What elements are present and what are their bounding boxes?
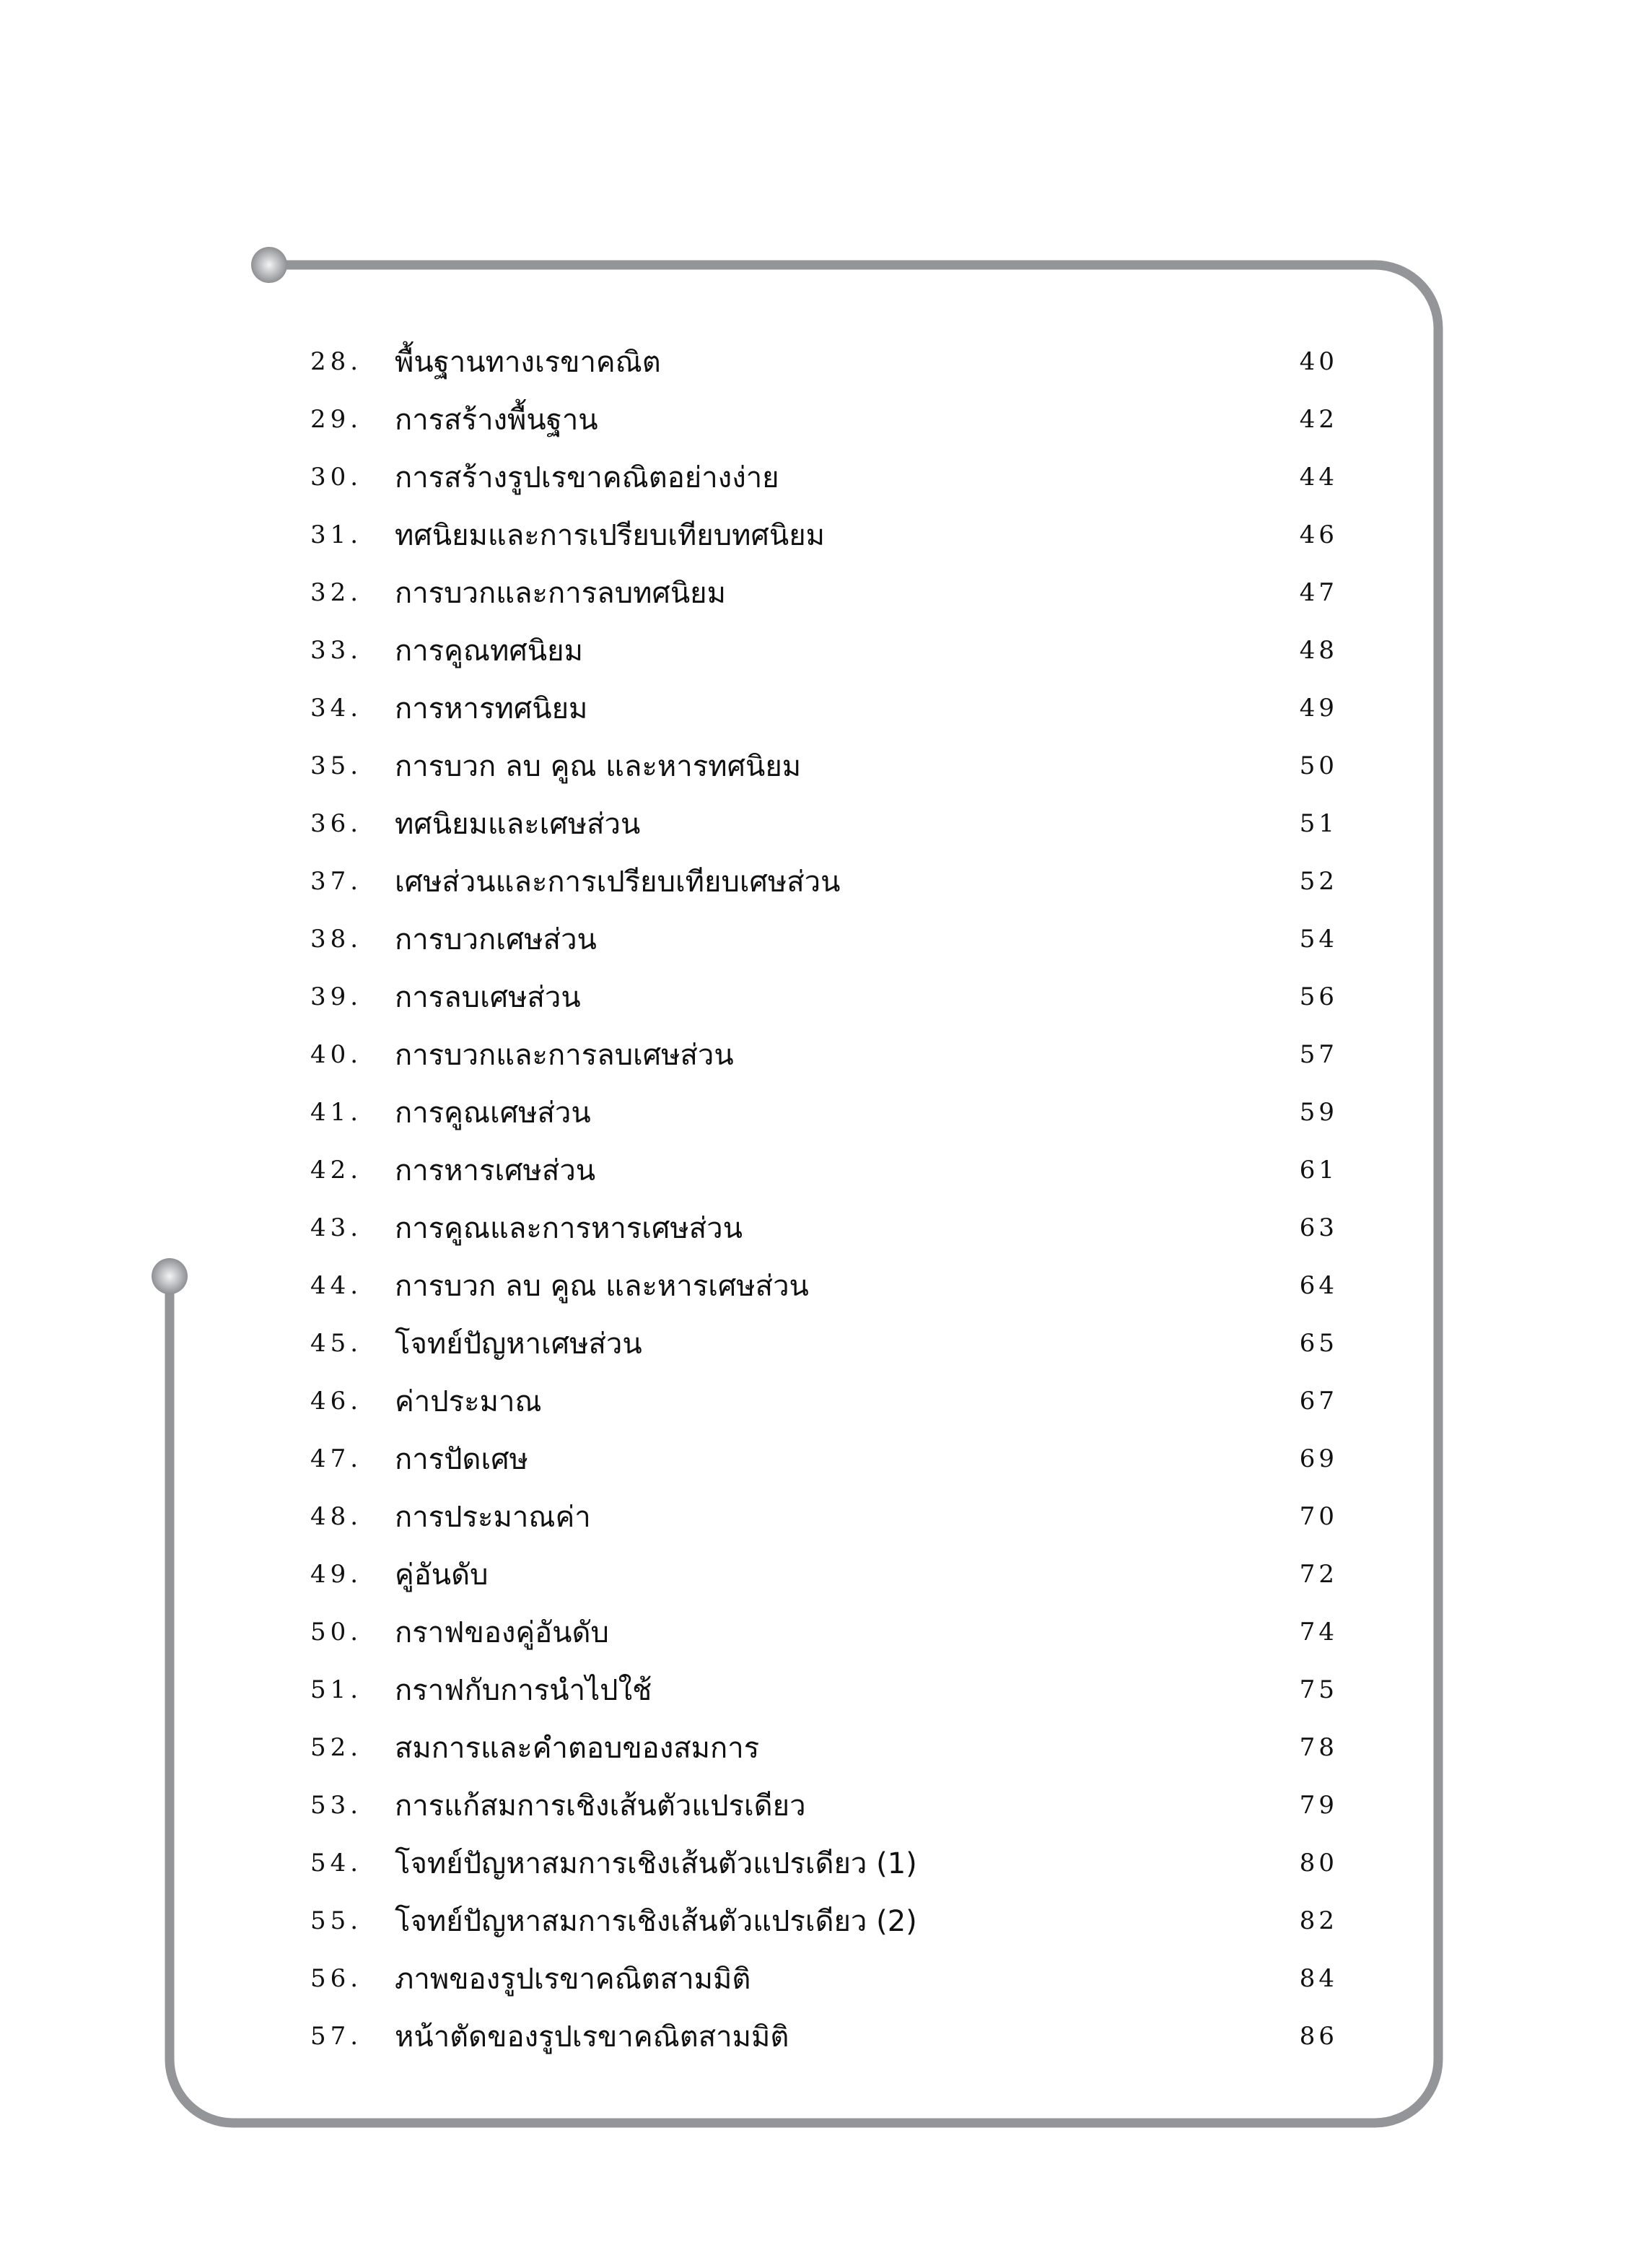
- toc-entry: [310, 326, 1338, 384]
- toc-entry: [310, 1423, 1338, 1481]
- toc-entry: [310, 1712, 1338, 1770]
- toc-entry-page: 51: [1299, 809, 1338, 838]
- toc-entry-number: 31.: [310, 520, 363, 549]
- toc-entry: [310, 500, 1338, 557]
- toc-entry-page: 49: [1299, 694, 1338, 723]
- toc-entry-page: 50: [1299, 751, 1338, 780]
- toc-entry-title: การคูณและการหารเศษส่วน: [395, 1212, 743, 1245]
- toc-entry: [310, 1019, 1338, 1077]
- toc-entry: [310, 961, 1338, 1019]
- toc-entry-page: 65: [1299, 1329, 1338, 1358]
- toc-entry: [310, 1770, 1338, 1828]
- toc-entry-title: ทศนิยมและการเปรียบเทียบทศนิยม: [395, 519, 825, 552]
- toc-entry-page: 80: [1299, 1849, 1338, 1877]
- top-ball-ornament: [251, 247, 287, 283]
- toc-entry-page: 48: [1299, 636, 1338, 665]
- toc-entry-number: 37.: [310, 867, 363, 896]
- toc-entry: [310, 1308, 1338, 1366]
- toc-entry-title: สมการและคำตอบของสมการ: [395, 1732, 760, 1765]
- toc-entry-page: 40: [1299, 347, 1338, 376]
- toc-entry-title: กราฟกับการนำไปใช้: [395, 1674, 652, 1707]
- toc-entry-number: 40.: [310, 1040, 363, 1069]
- toc-entry: [310, 2001, 1338, 2059]
- toc-entry-page: 54: [1299, 925, 1338, 954]
- toc-entry-number: 38.: [310, 925, 363, 954]
- toc-entry-page: 78: [1299, 1733, 1338, 1762]
- toc-entry-page: 67: [1299, 1387, 1338, 1416]
- toc-entry: [310, 1654, 1338, 1712]
- toc-entry: [310, 788, 1338, 846]
- toc-entry-page: 63: [1299, 1213, 1338, 1242]
- toc-entry-title: คู่อันดับ: [395, 1558, 489, 1592]
- toc-entry-title: การบวก ลบ คูณ และหารทศนิยม: [395, 750, 802, 783]
- toc-entry-page: 52: [1299, 867, 1338, 896]
- toc-entry-number: 33.: [310, 636, 363, 665]
- toc-entry-title: การหารทศนิยม: [395, 692, 588, 725]
- toc-entry-number: 53.: [310, 1791, 363, 1820]
- toc-entry-number: 35.: [310, 751, 363, 780]
- toc-entry: [310, 1828, 1338, 1885]
- toc-entry-page: 47: [1299, 578, 1338, 607]
- toc-entry-title: โจทย์ปัญหาสมการเชิงเส้นตัวแปรเดียว (2): [395, 1905, 917, 1938]
- toc-entry-number: 28.: [310, 347, 363, 376]
- toc-entry-page: 61: [1299, 1156, 1338, 1185]
- toc-entry-title: การบวกเศษส่วน: [395, 923, 597, 956]
- toc-entry: [310, 1885, 1338, 1943]
- toc-entry-title: การแก้สมการเชิงเส้นตัวแปรเดียว: [395, 1789, 806, 1823]
- toc-entry-number: 42.: [310, 1156, 363, 1185]
- toc-entry-page: 82: [1299, 1906, 1338, 1935]
- toc-entry-number: 30.: [310, 463, 363, 492]
- toc-entry: [310, 615, 1338, 673]
- toc-entry-title: การคูณเศษส่วน: [395, 1096, 591, 1130]
- toc-entry-number: 51.: [310, 1675, 363, 1704]
- toc-entry-number: 36.: [310, 809, 363, 838]
- toc-entry: [310, 1539, 1338, 1597]
- toc-entry-number: 34.: [310, 694, 363, 723]
- toc-entry-page: 84: [1299, 1964, 1338, 1993]
- toc-entry: [310, 1077, 1338, 1135]
- toc-entry-title: กราฟของคู่อันดับ: [395, 1616, 609, 1649]
- toc-entry: [310, 904, 1338, 961]
- toc-entry-title: การสร้างพื้นฐาน: [395, 404, 598, 437]
- toc-entry-number: 55.: [310, 1906, 363, 1935]
- toc-entry: [310, 846, 1338, 904]
- toc-entry-page: 86: [1299, 2022, 1338, 2051]
- toc-entry-title: ค่าประมาณ: [395, 1385, 542, 1418]
- toc-entry-number: 39.: [310, 982, 363, 1011]
- toc-entry-number: 46.: [310, 1387, 363, 1416]
- toc-entry-page: 42: [1299, 405, 1338, 434]
- toc-entry-number: 29.: [310, 405, 363, 434]
- toc-entry: [310, 557, 1338, 615]
- toc-entry: [310, 1192, 1338, 1250]
- toc-entry: [310, 384, 1338, 442]
- toc-entry: [310, 673, 1338, 730]
- toc-entry: [310, 730, 1338, 788]
- toc-entry-title: การคูณทศนิยม: [395, 634, 583, 668]
- toc-entry-number: 57.: [310, 2022, 363, 2051]
- toc-entry-title: การปัดเศษ: [395, 1443, 528, 1476]
- toc-entry-number: 41.: [310, 1098, 363, 1127]
- toc-entry-number: 49.: [310, 1560, 363, 1589]
- toc-entry-page: 79: [1299, 1791, 1338, 1820]
- toc-entry-page: 69: [1299, 1444, 1338, 1473]
- toc-entry: [310, 1481, 1338, 1539]
- toc-entry-title: พื้นฐานทางเรขาคณิต: [395, 346, 661, 379]
- toc-entry-page: 59: [1299, 1098, 1338, 1127]
- toc-entry-page: 57: [1299, 1040, 1338, 1069]
- toc-entry-title: การหารเศษส่วน: [395, 1154, 596, 1187]
- toc-entry-page: 44: [1299, 463, 1338, 492]
- toc-entry-number: 32.: [310, 578, 363, 607]
- toc-entry-title: โจทย์ปัญหาสมการเชิงเส้นตัวแปรเดียว (1): [395, 1847, 917, 1880]
- toc-entry-page: 70: [1299, 1502, 1338, 1531]
- toc-entry-title: การลบเศษส่วน: [395, 981, 581, 1014]
- toc-entry-title: การบวกและการลบทศนิยม: [395, 577, 726, 610]
- toc-entry-page: 64: [1299, 1271, 1338, 1300]
- toc-entry-title: การบวก ลบ คูณ และหารเศษส่วน: [395, 1270, 809, 1303]
- toc-entry-page: 72: [1299, 1560, 1338, 1589]
- toc-entry-number: 52.: [310, 1733, 363, 1762]
- toc-entry-number: 50.: [310, 1618, 363, 1647]
- toc-entry-title: ทศนิยมและเศษส่วน: [395, 808, 641, 841]
- toc-entry-page: 56: [1299, 982, 1338, 1011]
- toc-entry-page: 75: [1299, 1675, 1338, 1704]
- toc-entry-number: 45.: [310, 1329, 363, 1358]
- toc-entry-page: 46: [1299, 520, 1338, 549]
- toc-entry-title: การประมาณค่า: [395, 1501, 591, 1534]
- toc-entry: [310, 1135, 1338, 1192]
- toc-entry-title: โจทย์ปัญหาเศษส่วน: [395, 1327, 642, 1361]
- toc-entry-number: 48.: [310, 1502, 363, 1531]
- toc-entry: [310, 442, 1338, 500]
- toc-entry-title: การบวกและการลบเศษส่วน: [395, 1039, 734, 1072]
- toc-entry-title: ภาพของรูปเรขาคณิตสามมิติ: [395, 1963, 751, 1996]
- toc-entry-title: การสร้างรูปเรขาคณิตอย่างง่าย: [395, 461, 779, 494]
- left-ball-ornament: [152, 1258, 188, 1294]
- toc-entry-title: หน้าตัดของรูปเรขาคณิตสามมิติ: [395, 2020, 789, 2054]
- toc-entry-number: 47.: [310, 1444, 363, 1473]
- toc-entry-number: 44.: [310, 1271, 363, 1300]
- toc-entry: [310, 1943, 1338, 2001]
- toc-entry-title: เศษส่วนและการเปรียบเทียบเศษส่วน: [395, 865, 841, 899]
- toc-entry: [310, 1250, 1338, 1308]
- toc-entry: [310, 1597, 1338, 1654]
- toc-entry: [310, 1366, 1338, 1423]
- toc-entry-number: 56.: [310, 1964, 363, 1993]
- toc-entry-number: 43.: [310, 1213, 363, 1242]
- toc-entry-page: 74: [1299, 1618, 1338, 1647]
- toc-entry-number: 54.: [310, 1849, 363, 1877]
